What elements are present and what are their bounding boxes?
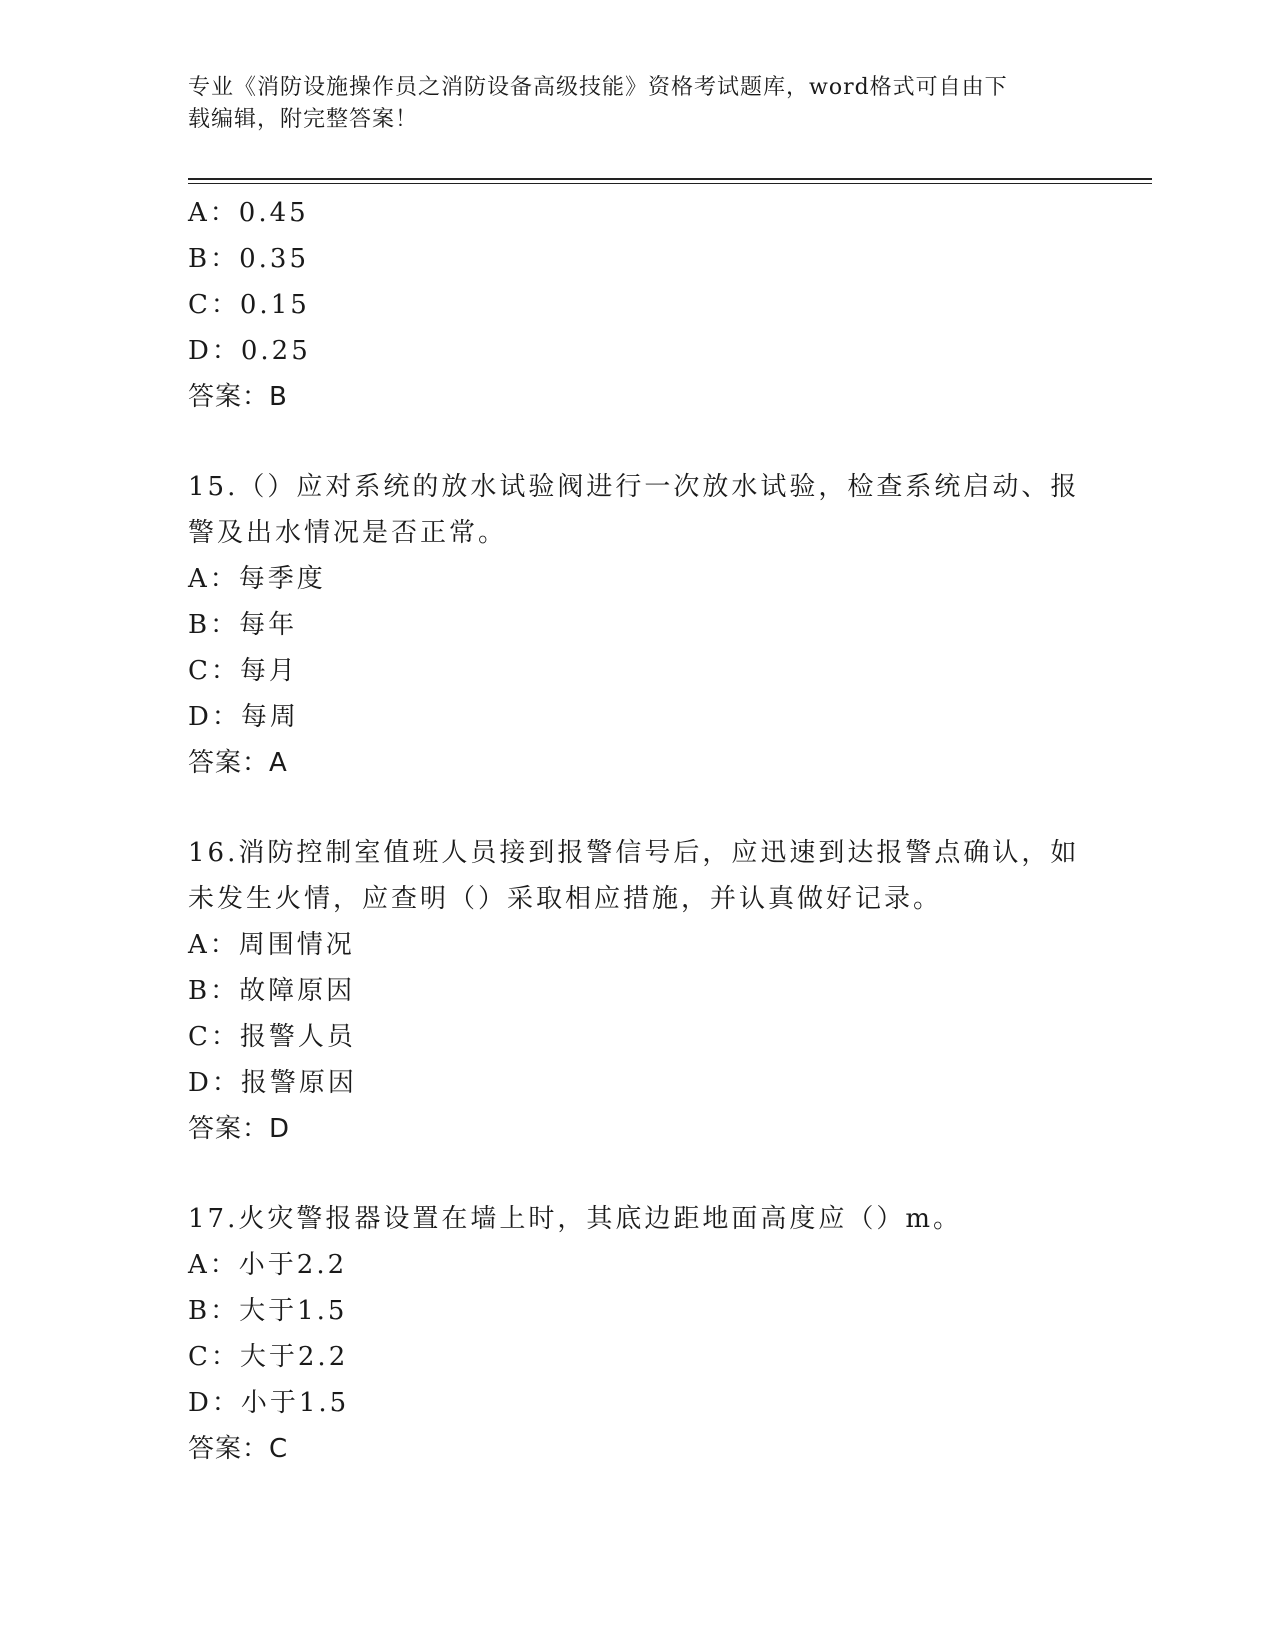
option-c: C：大于2.2 <box>188 1342 349 1372</box>
question-text-line-1: 16.消防控制室值班人员接到报警信号后，应迅速到达报警点确认，如 <box>188 838 1080 868</box>
question-text-line-1: 17.火灾警报器设置在墙上时，其底边距地面高度应（）m。 <box>188 1204 963 1234</box>
option-d: D：小于1.5 <box>188 1388 350 1418</box>
question-text-line-2: 警及出水情况是否正常。 <box>188 518 508 548</box>
block-spacer <box>188 786 1088 830</box>
header-divider-thick <box>188 178 1152 180</box>
question-block-16 <box>188 830 1088 1152</box>
question-block-15 <box>188 464 1088 786</box>
header-divider-thin <box>188 183 1152 184</box>
question-text-line-1: 15.（）应对系统的放水试验阀进行一次放水试验，检查系统启动、报 <box>188 472 1080 502</box>
block-spacer <box>188 1152 1088 1196</box>
header-line-1: 专业《消防设施操作员之消防设备高级技能》资格考试题库，word格式可自由下 <box>188 75 1008 100</box>
question-text-line-2: 未发生火情，应查明（）采取相应措施，并认真做好记录。 <box>188 884 943 914</box>
option-a: A：0.45 <box>188 198 309 228</box>
question-list <box>188 190 1088 1472</box>
option-a: A：小于2.2 <box>188 1250 348 1280</box>
header-line-2: 载编辑，附完整答案！ <box>188 107 419 132</box>
option-b: B：故障原因 <box>188 976 356 1006</box>
block-spacer <box>188 420 1088 464</box>
option-b: B：0.35 <box>188 244 309 274</box>
question-block-17 <box>188 1196 1088 1472</box>
option-d: D：每周 <box>188 702 299 732</box>
option-b: B：每年 <box>188 610 298 640</box>
option-c: C：0.15 <box>188 290 310 320</box>
answer-line: 答案：C <box>188 1434 289 1464</box>
option-a: A：周围情况 <box>188 930 355 960</box>
answer-line: 答案：B <box>188 382 288 412</box>
answer-line: 答案：D <box>188 1114 291 1144</box>
option-d: D：0.25 <box>188 336 311 366</box>
document-header <box>188 72 1068 136</box>
option-a: A：每季度 <box>188 564 326 594</box>
option-b: B：大于1.5 <box>188 1296 348 1326</box>
answer-line: 答案：A <box>188 748 288 778</box>
option-c: C：报警人员 <box>188 1022 356 1052</box>
question-block-14 <box>188 190 1088 420</box>
option-d: D：报警原因 <box>188 1068 357 1098</box>
option-c: C：每月 <box>188 656 298 686</box>
